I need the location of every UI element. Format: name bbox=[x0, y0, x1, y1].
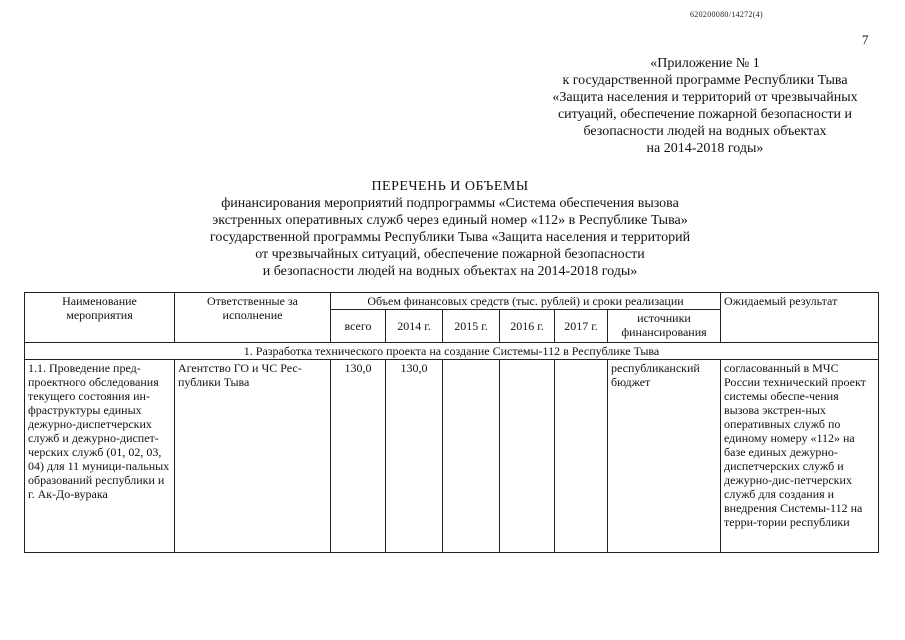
document-subtitle-line: государственной программы Республики Тыва «Защита населения и территорий bbox=[209, 230, 691, 245]
cell-total: 130,0 bbox=[331, 360, 386, 553]
subheader-2017: 2017 г. bbox=[555, 310, 608, 343]
section-title: 1. Разработка технического проекта на создание Системы-112 в Республике Тыва bbox=[25, 343, 879, 360]
appendix-line: безопасности людей на водных объектах bbox=[583, 124, 827, 139]
funding-table bbox=[24, 292, 879, 553]
appendix-line: на 2014-2018 годы» bbox=[646, 141, 764, 156]
cell-2015 bbox=[443, 360, 500, 553]
appendix-header bbox=[540, 55, 870, 157]
cell-source: республиканский бюджет bbox=[608, 360, 721, 553]
cell-2014: 130,0 bbox=[386, 360, 443, 553]
table-section-row bbox=[25, 343, 879, 360]
table-header-row bbox=[25, 293, 879, 310]
header-name: Наименование мероприятия bbox=[25, 293, 175, 343]
cell-result: согласованный в МЧС России технический проект системы обеспе-чения вызова экстрен-ных оперативных служб по единому номеру «112» на базе единых дежурно-диспетчерских служб и дежурно-дис-петчерских служб для создания и внедрения Системы-112 на терри-тории республики bbox=[721, 360, 879, 553]
document-id: 620200080/14272(4) bbox=[690, 10, 763, 19]
header-result: Ожидаемый результат bbox=[721, 293, 879, 343]
header-responsible: Ответственные за исполнение bbox=[175, 293, 331, 343]
cell-2017 bbox=[555, 360, 608, 553]
cell-2016 bbox=[500, 360, 555, 553]
page-number: 7 bbox=[862, 32, 869, 47]
subheader-source: источники финансирования bbox=[608, 310, 721, 343]
subheader-2015: 2015 г. bbox=[443, 310, 500, 343]
appendix-line: «Приложение № 1 bbox=[650, 56, 760, 71]
subheader-2016: 2016 г. bbox=[500, 310, 555, 343]
table-row bbox=[25, 360, 879, 553]
document-title: ПЕРЕЧЕНЬ И ОБЪЕМЫ bbox=[371, 179, 529, 194]
appendix-line: «Защита населения и территорий от чрезвычайных bbox=[552, 90, 858, 105]
appendix-line: к государственной программе Республики Тыва bbox=[562, 73, 848, 88]
cell-name: 1.1. Проведение пред-проектного обследования текущего состояния ин-фраструктуры единых дежурно-диспетчерских служб и дежурно-диспет-черских служб (01, 02, 03, 04) для 11 муници-пальных образований республики и г. Ак-До-вурака bbox=[25, 360, 175, 553]
header-volume: Объем финансовых средств (тыс. рублей) и сроки реализации bbox=[331, 293, 721, 310]
appendix-line: ситуаций, обеспечение пожарной безопасности и bbox=[557, 107, 853, 122]
document-subtitle-line: финансирования мероприятий подпрограммы «Система обеспечения вызова bbox=[221, 196, 679, 211]
document-subtitle-line: от чрезвычайных ситуаций, обеспечение пожарной безопасности bbox=[255, 247, 645, 262]
subheader-total: всего bbox=[331, 310, 386, 343]
document-subtitle-line: и безопасности людей на водных объектах на 2014-2018 годы» bbox=[262, 264, 638, 279]
subheader-2014: 2014 г. bbox=[386, 310, 443, 343]
document-subtitle-line: экстренных оперативных служб через единый номер «112» в Республике Тыва» bbox=[212, 213, 688, 228]
document-title-block bbox=[160, 178, 740, 280]
cell-responsible: Агентство ГО и ЧС Рес-публики Тыва bbox=[175, 360, 331, 553]
